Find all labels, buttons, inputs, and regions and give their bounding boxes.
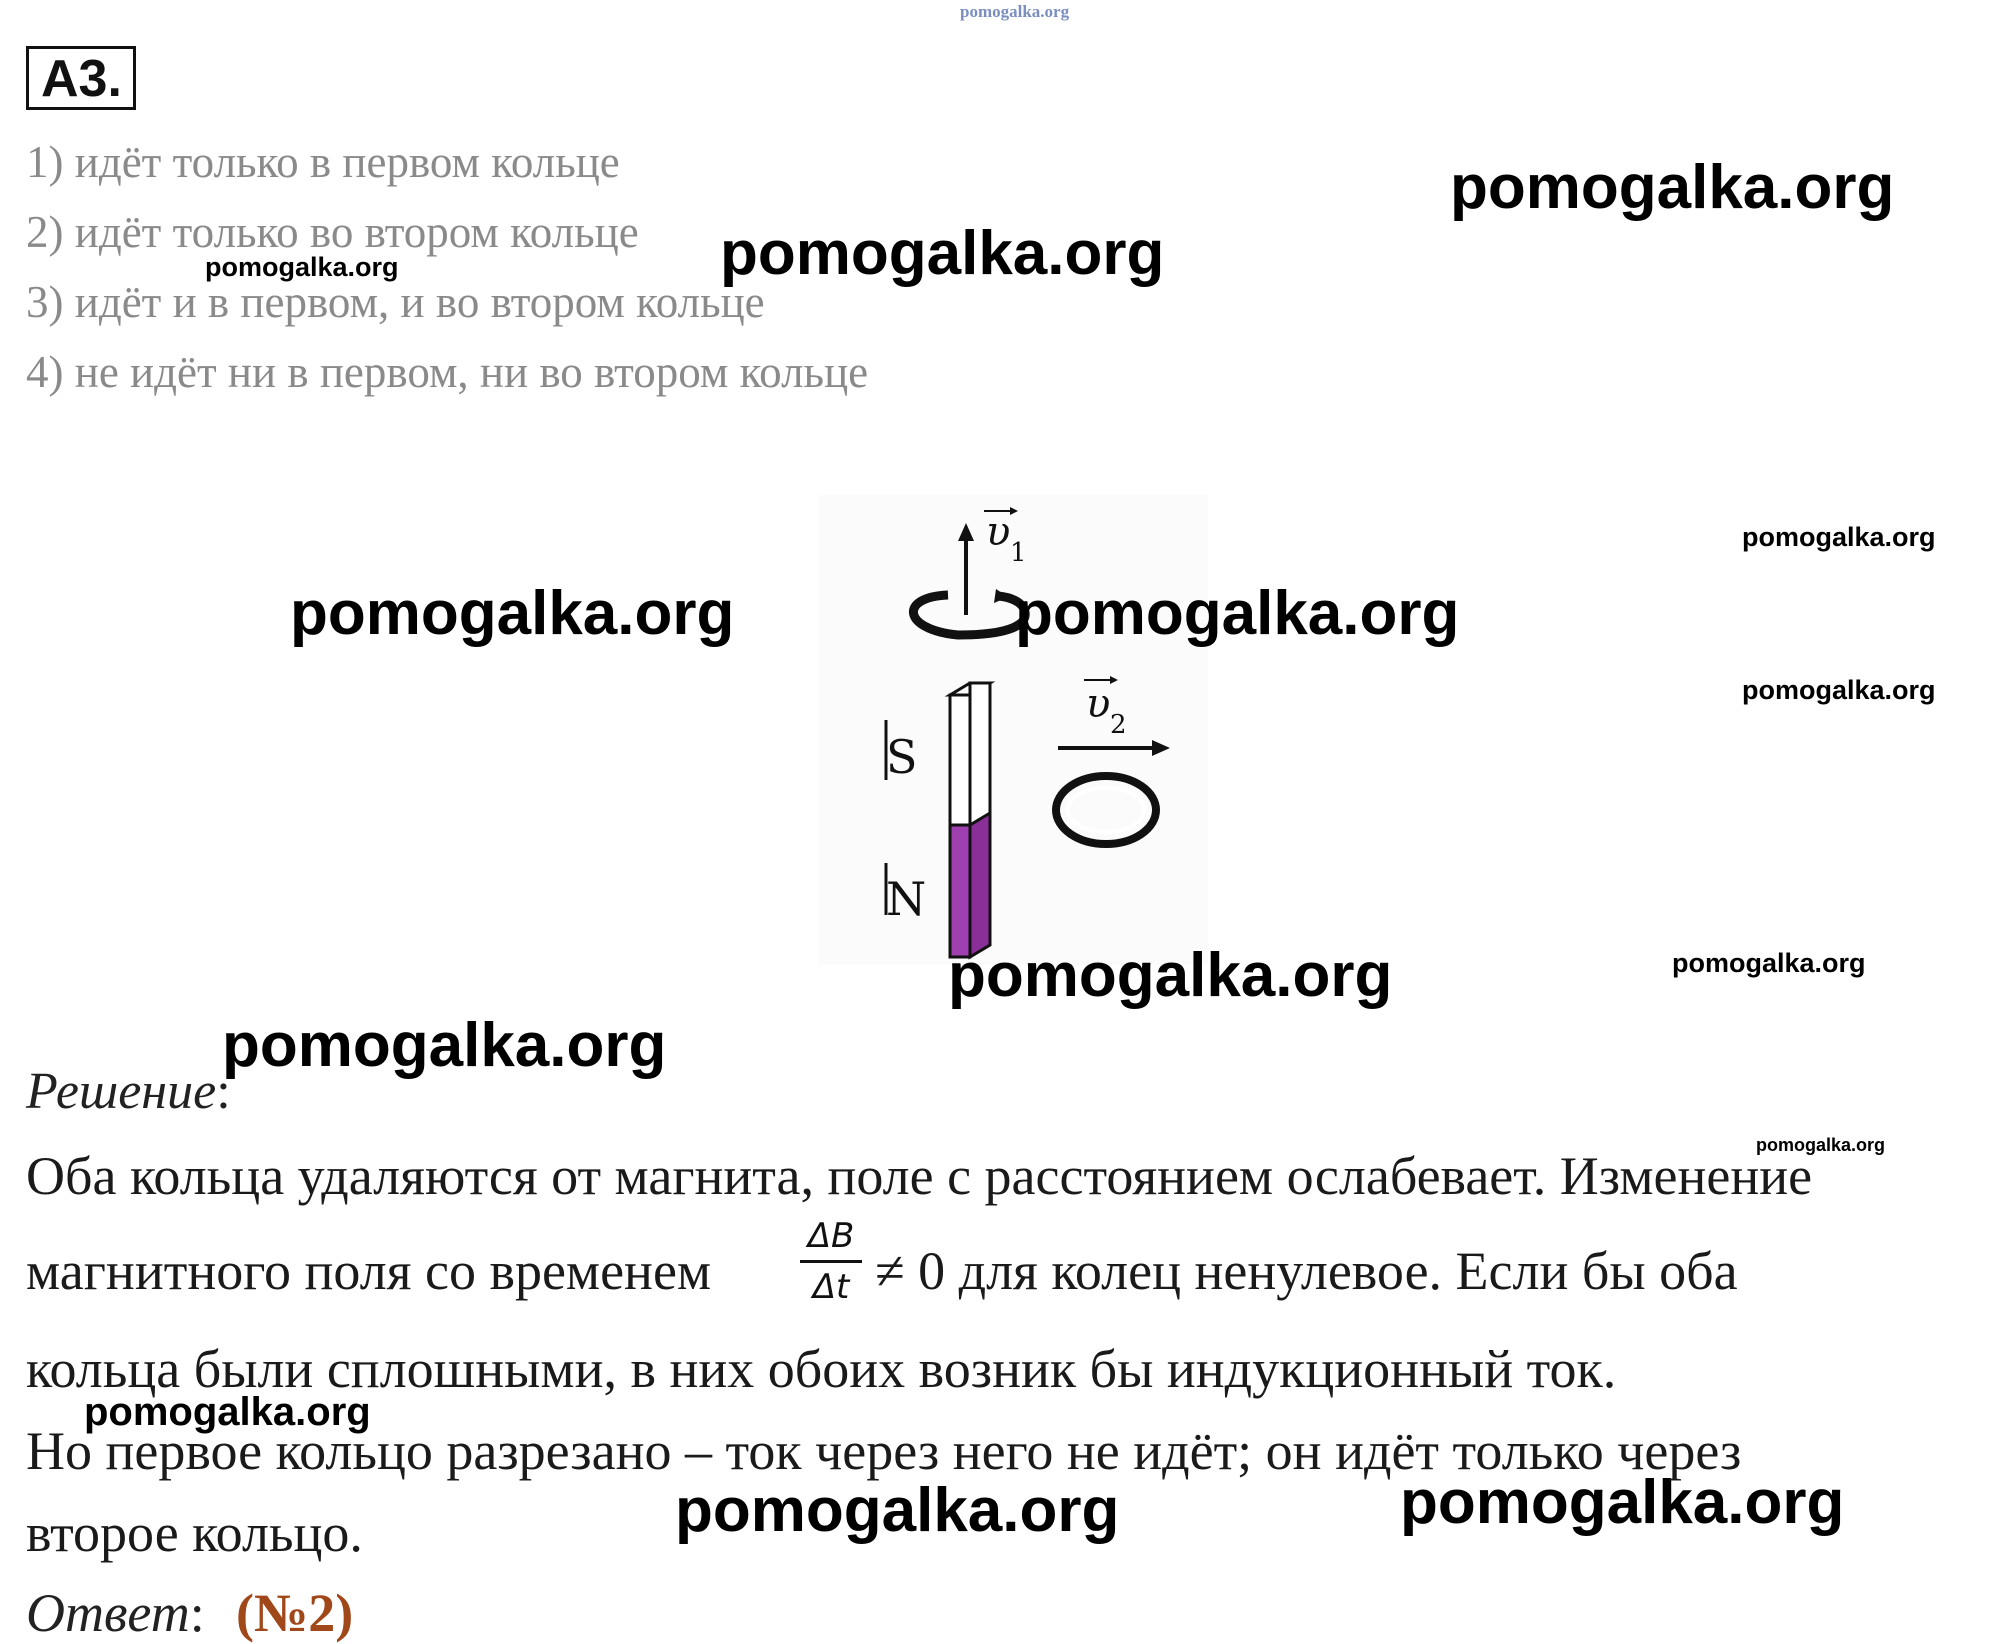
pole-n-label: N xyxy=(886,872,927,926)
watermark-top: pomogalka.org xyxy=(960,2,1070,21)
watermark: pomogalka.org xyxy=(222,1011,667,1080)
v1-subscript: 1 xyxy=(1010,538,1027,568)
solution-line-5: второе кольцо. xyxy=(26,1503,363,1563)
watermark: pomogalka.org xyxy=(1742,522,1936,552)
solution-line-2-post: ≠ 0 для колец ненулевое. Если бы оба xyxy=(875,1241,1738,1301)
answer-label: Ответ: xyxy=(26,1583,205,1643)
option-2: 2) идёт только во втором кольце xyxy=(26,207,639,257)
watermark: pomogalka.org xyxy=(1015,579,1460,648)
watermark: pomogalka.org xyxy=(948,941,1393,1010)
solution-line-4: Но первое кольцо разрезано – ток через него не идёт; он идёт только через xyxy=(26,1421,1742,1481)
v1-label: υ xyxy=(986,509,1011,555)
option-3: 3) идёт и в первом, и во втором кольце xyxy=(26,277,765,327)
v2-subscript: 2 xyxy=(1110,710,1127,740)
delta-b-over-delta-t: ΔB Δt xyxy=(800,1216,862,1307)
task-number: А3. xyxy=(26,46,136,110)
watermark: pomogalka.org xyxy=(290,579,735,648)
magnet-rings-figure xyxy=(818,495,1208,965)
option-1: 1) идёт только в первом кольце xyxy=(26,137,620,187)
solution-line-2-pre: магнитного поля со временем xyxy=(26,1241,712,1301)
pole-s-label: S xyxy=(886,730,918,784)
watermark: pomogalka.org xyxy=(1756,1135,1886,1155)
watermark: pomogalka.org xyxy=(720,219,1165,288)
solution-line-3: кольца были сплошными, в них обоих возник бы индукционный ток. xyxy=(26,1339,1617,1399)
bar-magnet xyxy=(950,683,990,957)
watermark: pomogalka.org xyxy=(675,1476,1120,1545)
v2-label: υ xyxy=(1086,681,1111,727)
solution-line-1: Оба кольца удаляются от магнита, поле с расстоянием ослабевает. Изменение xyxy=(26,1146,1813,1206)
watermark: pomogalka.org xyxy=(1672,948,1866,978)
watermark: pomogalka.org xyxy=(1400,1468,1845,1537)
watermark: pomogalka.org xyxy=(1450,153,1895,222)
watermark: pomogalka.org xyxy=(84,1390,371,1434)
solution-heading: Решение: xyxy=(26,1063,231,1120)
watermark: pomogalka.org xyxy=(205,252,399,282)
option-4: 4) не идёт ни в первом, ни во втором кольце xyxy=(26,347,869,397)
answer-value: (№2) xyxy=(236,1583,354,1643)
watermark: pomogalka.org xyxy=(1742,675,1936,705)
